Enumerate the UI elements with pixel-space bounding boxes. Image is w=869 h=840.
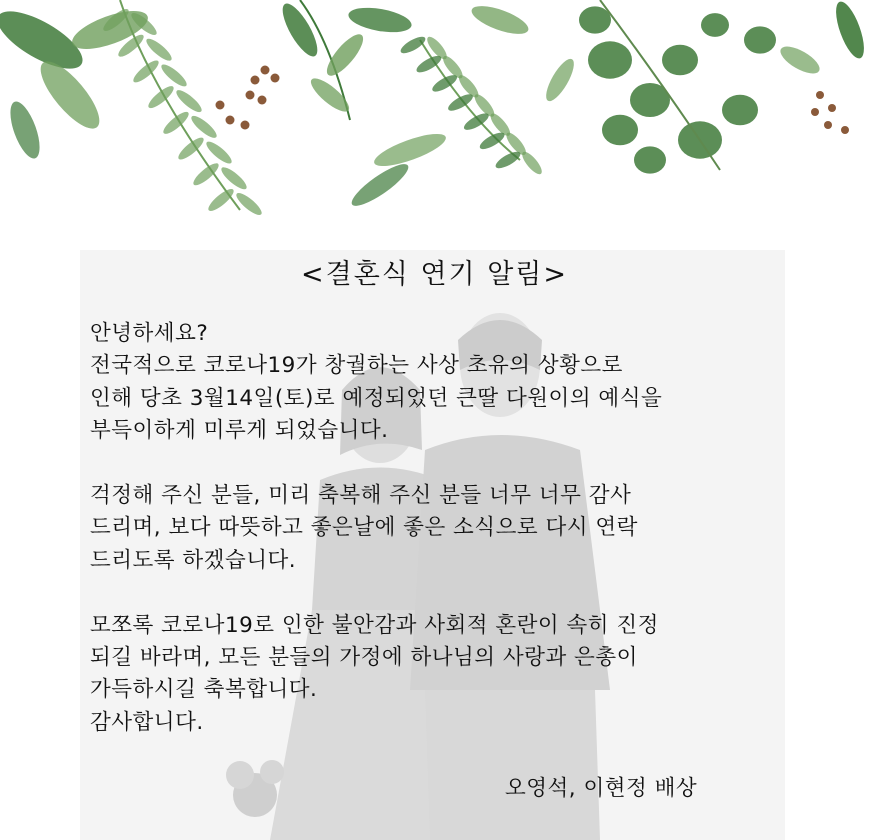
letter-line: 걱정해 주신 분들, 미리 축복해 주신 분들 너무 너무 감사	[90, 482, 632, 508]
letter-line: 감사합니다.	[90, 709, 204, 735]
paragraph-gap	[90, 577, 780, 609]
letter-line: 부득이하게 미루게 되었습니다.	[90, 418, 389, 444]
signature: 오영석, 이현정 배상	[505, 776, 698, 801]
letter-line: 전국적으로 코로나19가 창궐하는 사상 초유의 상황으로	[90, 353, 623, 379]
letter-line: 모쪼록 코로나19로 인한 불안감과 사회적 혼란이 속히 진정	[90, 612, 659, 638]
letter-line: 인해 당초 3월14일(토)로 예정되었던 큰딸 다원이의 예식을	[90, 385, 663, 411]
paragraph-gap	[90, 448, 780, 480]
letter-body	[90, 318, 780, 739]
eucalyptus-foliage-icon	[0, 0, 869, 225]
letter-line: 안녕하세요?	[90, 321, 209, 346]
letter-line: 드리도록 하겠습니다.	[90, 547, 297, 573]
letter-line: 가득하시길 축복합니다.	[90, 677, 318, 703]
notice-title: <결혼식 연기 알림>	[301, 259, 568, 290]
letter-line: 드리며, 보다 따뜻하고 좋은날에 좋은 소식으로 다시 연락	[90, 515, 638, 541]
letter-line: 되길 바라며, 모든 분들의 가정에 하나님의 사랑과 은총이	[90, 644, 638, 670]
